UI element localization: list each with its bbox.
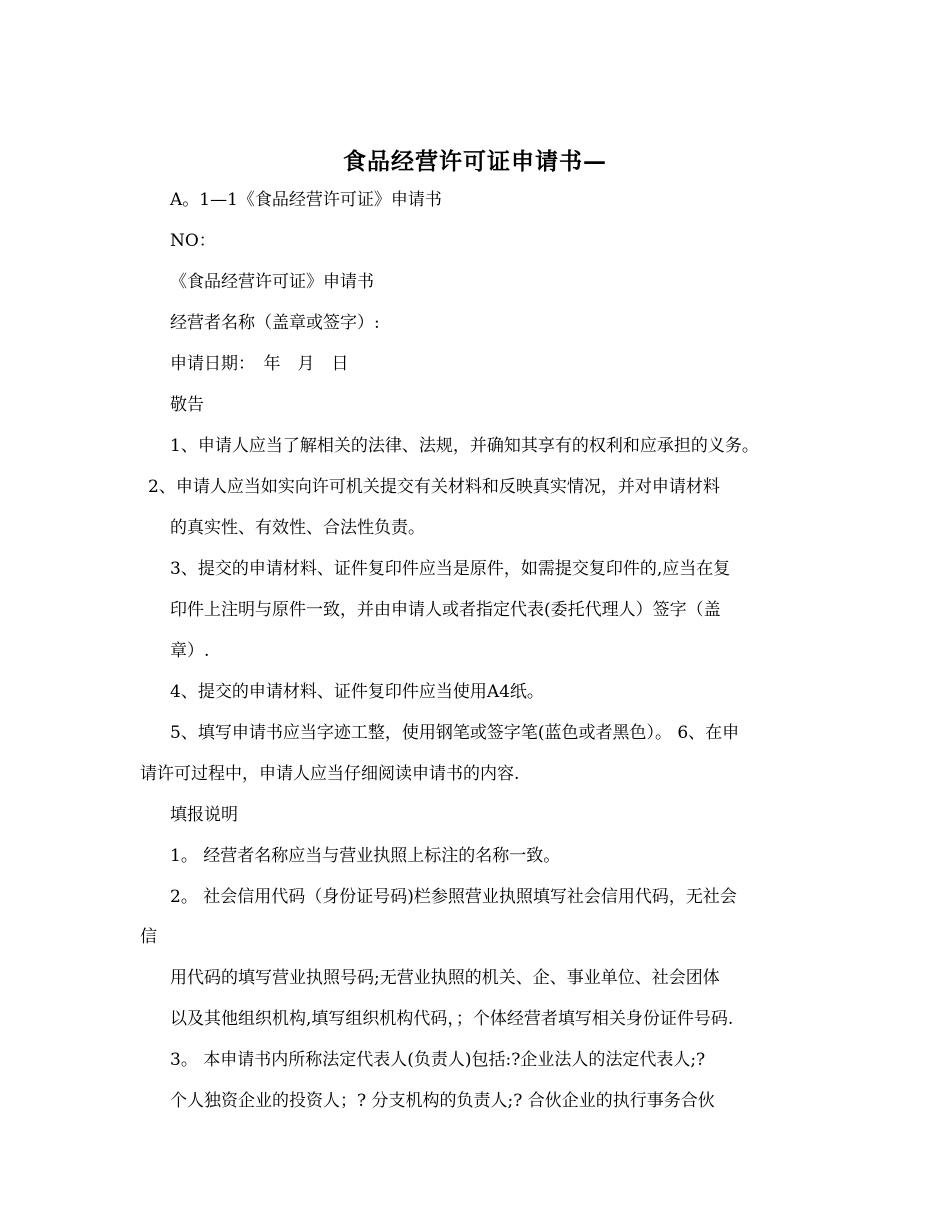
notice-item-5: 5、填写申请书应当字迹工整，使用钢笔或签字笔(蓝色或者黑色）。 6、在申	[170, 723, 740, 743]
operator-name-line: 经营者名称（盖章或签字）:	[170, 313, 380, 333]
notice-item-2-cont: 的真实性、有效性、合法性负责。	[170, 518, 425, 538]
notice-item-6-cont: 请许可过程中，申请人应当仔细阅读申请书的内容.	[140, 764, 520, 784]
instruction-item-1: 1。 经营者名称应当与营业执照上标注的名称一致。	[170, 846, 561, 866]
notice-item-3-cont-2: 章）.	[170, 641, 210, 661]
notice-item-4: 4、提交的申请材料、证件复印件应当使用A4纸。	[170, 682, 544, 702]
application-date-line: 申请日期： 年 月 日	[170, 354, 349, 374]
subtitle-line: 《食品经营许可证》申请书	[170, 272, 374, 292]
document-title: 食品经营许可证申请书—	[343, 148, 607, 175]
notice-item-3: 3、提交的申请材料、证件复印件应当是原件，如需提交复印件的,应当在复	[170, 559, 731, 579]
form-code-line: A。1—1《食品经营许可证》申请书	[170, 190, 442, 210]
instruction-item-2: 2。 社会信用代码（身份证号码)栏参照营业执照填写社会信用代码，无社会	[170, 887, 737, 907]
instruction-item-2-cont-2: 以及其他组织机构,填写组织机构代码，；个体经营者填写相关身份证件号码.	[170, 1009, 734, 1029]
instruction-item-2-wrap: 信	[140, 927, 157, 947]
number-line: NO：	[170, 231, 216, 251]
instruction-item-2-cont-1: 用代码的填写营业执照号码;无营业执照的机关、企、事业单位、社会团体	[170, 968, 720, 988]
notice-item-1: 1、申请人应当了解相关的法律、法规，并确知其享有的权利和应承担的义务。	[170, 436, 759, 456]
instructions-heading: 填报说明	[170, 805, 238, 825]
instruction-item-3: 3。 本申请书内所称法定代表人(负责人)包括:?企业法人的法定代表人;?	[170, 1050, 706, 1070]
notice-item-2: 2、申请人应当如实向许可机关提交有关材料和反映真实情况，并对申请材料	[148, 477, 720, 497]
instruction-item-3-cont: 个人独资企业的投资人；? 分支机构的负责人;? 合伙企业的执行事务合伙	[170, 1091, 715, 1111]
notice-item-3-cont-1: 印件上注明与原件一致，并由申请人或者指定代表(委托代理人）签字（盖	[170, 600, 721, 620]
notice-heading: 敬告	[170, 395, 204, 415]
